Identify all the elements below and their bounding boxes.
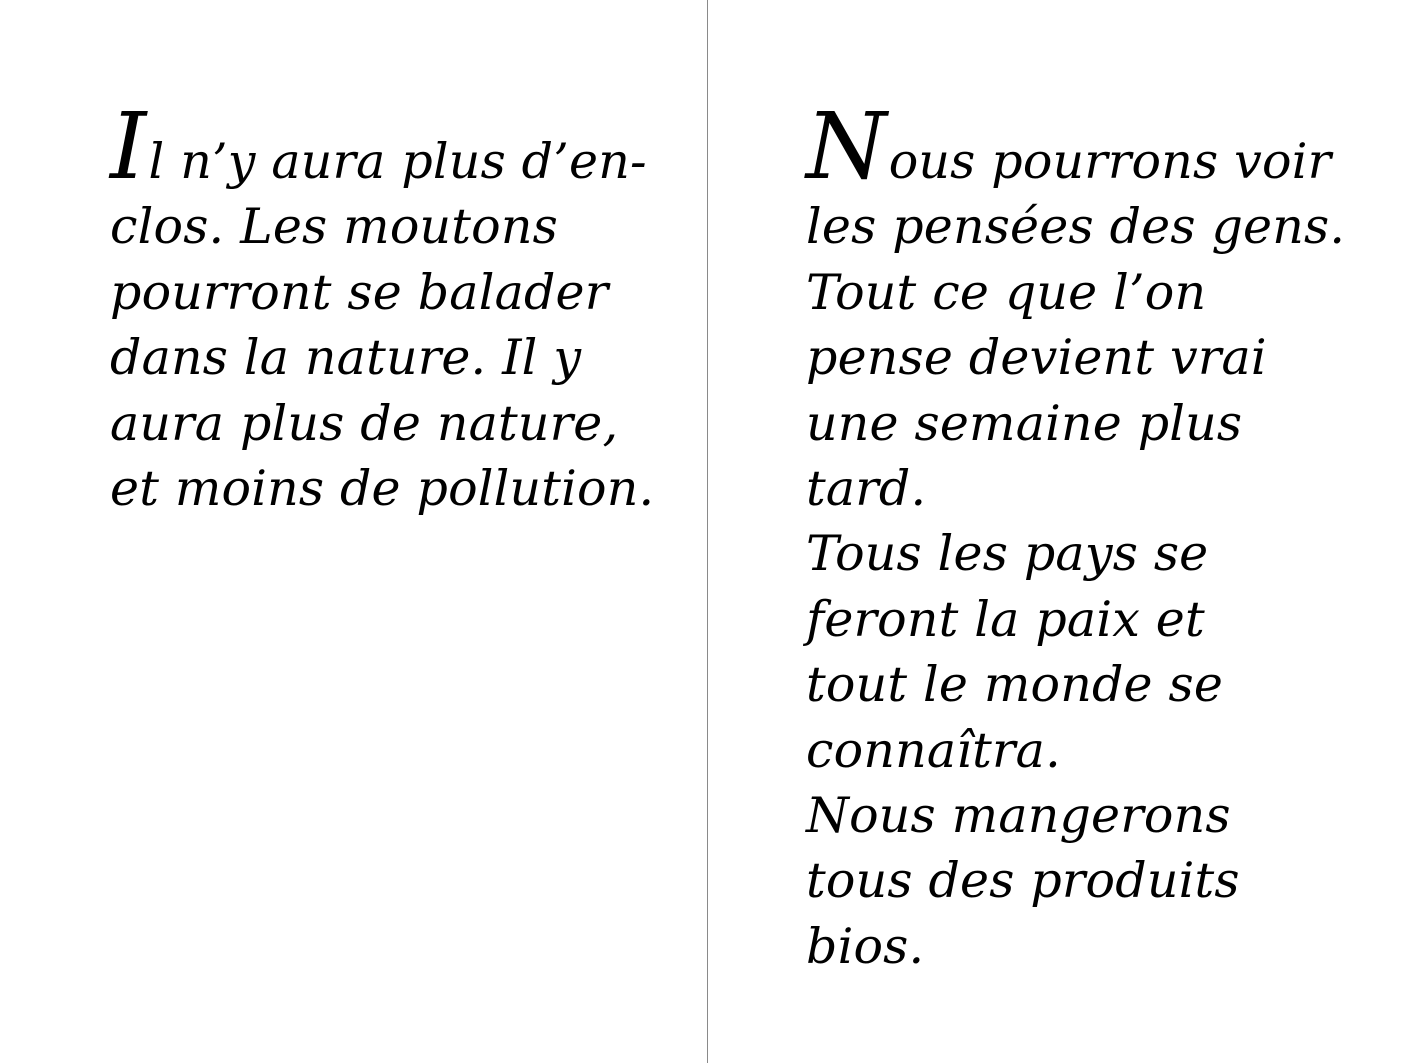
right-line-5: une semaine plus (806, 394, 1243, 452)
right-line-7: Tous les pays se (806, 525, 1209, 583)
right-line-6: tard. (806, 460, 927, 518)
right-line-1: ous pourrons voir (888, 133, 1332, 190)
left-line-3: pourront se balader (110, 263, 609, 321)
right-line-10: connaîtra. (806, 721, 1061, 779)
right-line-4: pense devient vrai (806, 329, 1267, 387)
left-line-2: clos. Les moutons (110, 198, 558, 256)
right-paragraph (806, 93, 1386, 979)
left-first-line (110, 93, 670, 200)
right-line-13: bios. (806, 917, 925, 975)
right-line-12: tous des produits (806, 852, 1240, 910)
left-line-1: l n’y aura plus d’en- (148, 133, 647, 190)
right-line-3: Tout ce que l’on (806, 263, 1207, 321)
right-line-9: tout le monde se (806, 656, 1224, 714)
right-page (708, 0, 1418, 1063)
left-page (0, 0, 707, 1063)
right-line-2: les pensées des gens. (806, 198, 1346, 256)
left-line-5: aura plus de nature, (110, 394, 619, 452)
left-paragraph (110, 93, 670, 521)
left-line-4: dans la nature. Il y (110, 329, 582, 387)
right-drop-cap: N (806, 93, 887, 200)
left-line-6: et moins de pollution. (110, 460, 655, 518)
left-drop-cap: I (110, 93, 147, 200)
right-line-11: Nous mangerons (806, 787, 1231, 845)
right-first-line (806, 93, 1386, 200)
right-line-8: feront la paix et (806, 590, 1205, 648)
